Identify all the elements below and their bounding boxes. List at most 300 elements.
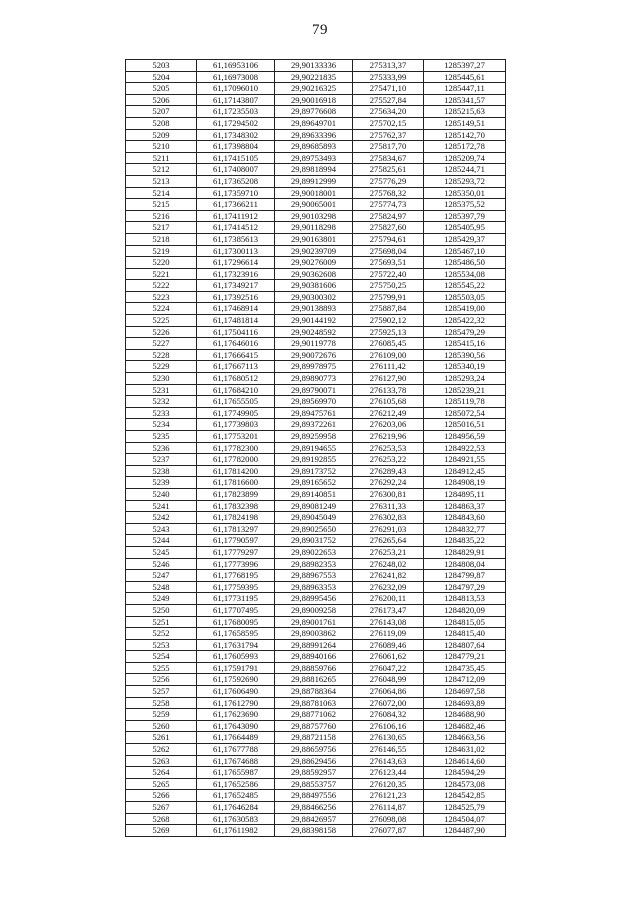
x-coordinate-cell: 276253,22 (353, 454, 424, 466)
y-coordinate-cell: 1284594,29 (424, 767, 506, 779)
latitude-cell: 61,17652586 (197, 778, 275, 790)
x-coordinate-cell: 275527,84 (353, 94, 424, 106)
table-row (126, 141, 506, 153)
point-number-cell: 5230 (126, 373, 197, 385)
table-row (126, 431, 506, 443)
latitude-cell: 61,17652485 (197, 790, 275, 802)
x-coordinate-cell: 275902,12 (353, 315, 424, 327)
latitude-cell: 61,17655505 (197, 396, 275, 408)
latitude-cell: 61,17739803 (197, 419, 275, 431)
longitude-cell: 29,88771062 (275, 709, 353, 721)
longitude-cell: 29,90119778 (275, 338, 353, 350)
longitude-cell: 29,90216325 (275, 83, 353, 95)
table-row (126, 315, 506, 327)
longitude-cell: 29,88995456 (275, 593, 353, 605)
point-number-cell: 5206 (126, 94, 197, 106)
longitude-cell: 29,88963353 (275, 581, 353, 593)
table-row (126, 152, 506, 164)
longitude-cell: 29,89475761 (275, 407, 353, 419)
point-number-cell: 5203 (126, 60, 197, 72)
y-coordinate-cell: 1285340,19 (424, 361, 506, 373)
table-row (126, 419, 506, 431)
latitude-cell: 61,17481814 (197, 315, 275, 327)
coordinates-table-body (126, 60, 506, 837)
x-coordinate-cell: 276084,32 (353, 709, 424, 721)
table-row (126, 546, 506, 558)
table-row (126, 535, 506, 547)
y-coordinate-cell: 1284912,45 (424, 465, 506, 477)
point-number-cell: 5254 (126, 651, 197, 663)
table-row (126, 477, 506, 489)
longitude-cell: 29,89776608 (275, 106, 353, 118)
point-number-cell: 5238 (126, 465, 197, 477)
y-coordinate-cell: 1285422,32 (424, 315, 506, 327)
longitude-cell: 29,89009258 (275, 604, 353, 616)
y-coordinate-cell: 1285419,00 (424, 303, 506, 315)
table-row (126, 581, 506, 593)
point-number-cell: 5219 (126, 245, 197, 257)
longitude-cell: 29,89649701 (275, 117, 353, 129)
point-number-cell: 5265 (126, 778, 197, 790)
y-coordinate-cell: 1284573,08 (424, 778, 506, 790)
longitude-cell: 29,88629456 (275, 755, 353, 767)
point-number-cell: 5264 (126, 767, 197, 779)
x-coordinate-cell: 275925,13 (353, 326, 424, 338)
latitude-cell: 61,17749905 (197, 407, 275, 419)
longitude-cell: 29,89685893 (275, 141, 353, 153)
table-row (126, 361, 506, 373)
table-row (126, 373, 506, 385)
longitude-cell: 29,90248592 (275, 326, 353, 338)
y-coordinate-cell: 1284487,90 (424, 825, 506, 837)
x-coordinate-cell: 276089,46 (353, 639, 424, 651)
longitude-cell: 29,89194655 (275, 442, 353, 454)
y-coordinate-cell: 1284843,60 (424, 512, 506, 524)
y-coordinate-cell: 1285479,29 (424, 326, 506, 338)
latitude-cell: 61,17664489 (197, 732, 275, 744)
x-coordinate-cell: 276219,96 (353, 431, 424, 443)
table-row (126, 164, 506, 176)
x-coordinate-cell: 276248,02 (353, 558, 424, 570)
x-coordinate-cell: 276123,44 (353, 767, 424, 779)
y-coordinate-cell: 1284688,90 (424, 709, 506, 721)
y-coordinate-cell: 1285375,52 (424, 199, 506, 211)
latitude-cell: 61,17646016 (197, 338, 275, 350)
table-row (126, 407, 506, 419)
point-number-cell: 5256 (126, 674, 197, 686)
x-coordinate-cell: 275825,61 (353, 164, 424, 176)
y-coordinate-cell: 1285405,95 (424, 222, 506, 234)
latitude-cell: 61,17592690 (197, 674, 275, 686)
y-coordinate-cell: 1285244,71 (424, 164, 506, 176)
table-row (126, 245, 506, 257)
table-row (126, 291, 506, 303)
x-coordinate-cell: 276133,78 (353, 384, 424, 396)
latitude-cell: 61,17630583 (197, 813, 275, 825)
latitude-cell: 61,17143807 (197, 94, 275, 106)
x-coordinate-cell: 276120,35 (353, 778, 424, 790)
y-coordinate-cell: 1284779,21 (424, 651, 506, 663)
longitude-cell: 29,89259958 (275, 431, 353, 443)
table-row (126, 523, 506, 535)
point-number-cell: 5222 (126, 280, 197, 292)
latitude-cell: 61,17707495 (197, 604, 275, 616)
x-coordinate-cell: 275827,60 (353, 222, 424, 234)
table-row (126, 396, 506, 408)
x-coordinate-cell: 276105,68 (353, 396, 424, 408)
y-coordinate-cell: 1285447,11 (424, 83, 506, 95)
table-row (126, 790, 506, 802)
table-row (126, 709, 506, 721)
point-number-cell: 5209 (126, 129, 197, 141)
x-coordinate-cell: 276047,22 (353, 662, 424, 674)
y-coordinate-cell: 1285534,08 (424, 268, 506, 280)
point-number-cell: 5257 (126, 686, 197, 698)
x-coordinate-cell: 275693,51 (353, 257, 424, 269)
latitude-cell: 61,17655987 (197, 767, 275, 779)
x-coordinate-cell: 275776,29 (353, 175, 424, 187)
point-number-cell: 5246 (126, 558, 197, 570)
longitude-cell: 29,90381606 (275, 280, 353, 292)
latitude-cell: 61,17790597 (197, 535, 275, 547)
y-coordinate-cell: 1284614,60 (424, 755, 506, 767)
y-coordinate-cell: 1284813,53 (424, 593, 506, 605)
x-coordinate-cell: 276302,83 (353, 512, 424, 524)
x-coordinate-cell: 275702,15 (353, 117, 424, 129)
table-row (126, 616, 506, 628)
x-coordinate-cell: 275834,67 (353, 152, 424, 164)
latitude-cell: 61,17611982 (197, 825, 275, 837)
table-row (126, 280, 506, 292)
latitude-cell: 61,17605993 (197, 651, 275, 663)
point-number-cell: 5204 (126, 71, 197, 83)
y-coordinate-cell: 1284921,55 (424, 454, 506, 466)
table-row (126, 628, 506, 640)
point-number-cell: 5236 (126, 442, 197, 454)
table-row (126, 268, 506, 280)
y-coordinate-cell: 1285172,78 (424, 141, 506, 153)
table-row (126, 83, 506, 95)
x-coordinate-cell: 276200,11 (353, 593, 424, 605)
table-row (126, 802, 506, 814)
point-number-cell: 5221 (126, 268, 197, 280)
latitude-cell: 61,17768195 (197, 570, 275, 582)
longitude-cell: 29,90018001 (275, 187, 353, 199)
x-coordinate-cell: 276143,08 (353, 616, 424, 628)
latitude-cell: 61,17666415 (197, 349, 275, 361)
latitude-cell: 61,17779297 (197, 546, 275, 558)
table-row (126, 210, 506, 222)
latitude-cell: 61,17631794 (197, 639, 275, 651)
latitude-cell: 61,17468914 (197, 303, 275, 315)
latitude-cell: 61,17759395 (197, 581, 275, 593)
x-coordinate-cell: 276109,00 (353, 349, 424, 361)
latitude-cell: 61,17832398 (197, 500, 275, 512)
point-number-cell: 5260 (126, 720, 197, 732)
y-coordinate-cell: 1284832,77 (424, 523, 506, 535)
latitude-cell: 61,17658595 (197, 628, 275, 640)
y-coordinate-cell: 1285215,63 (424, 106, 506, 118)
point-number-cell: 5252 (126, 628, 197, 640)
longitude-cell: 29,88426957 (275, 813, 353, 825)
longitude-cell: 29,88398158 (275, 825, 353, 837)
longitude-cell: 29,88466256 (275, 802, 353, 814)
y-coordinate-cell: 1284504,07 (424, 813, 506, 825)
table-row (126, 720, 506, 732)
latitude-cell: 61,17674688 (197, 755, 275, 767)
longitude-cell: 29,88816265 (275, 674, 353, 686)
point-number-cell: 5242 (126, 512, 197, 524)
longitude-cell: 29,88757760 (275, 720, 353, 732)
point-number-cell: 5233 (126, 407, 197, 419)
point-number-cell: 5243 (126, 523, 197, 535)
y-coordinate-cell: 1285545,22 (424, 280, 506, 292)
y-coordinate-cell: 1284835,22 (424, 535, 506, 547)
table-row (126, 175, 506, 187)
point-number-cell: 5231 (126, 384, 197, 396)
longitude-cell: 29,88659756 (275, 744, 353, 756)
y-coordinate-cell: 1285072,54 (424, 407, 506, 419)
point-number-cell: 5269 (126, 825, 197, 837)
table-row (126, 662, 506, 674)
longitude-cell: 29,90072676 (275, 349, 353, 361)
y-coordinate-cell: 1284908,19 (424, 477, 506, 489)
point-number-cell: 5259 (126, 709, 197, 721)
x-coordinate-cell: 276111,42 (353, 361, 424, 373)
latitude-cell: 61,17365208 (197, 175, 275, 187)
latitude-cell: 61,17643090 (197, 720, 275, 732)
y-coordinate-cell: 1285467,10 (424, 245, 506, 257)
latitude-cell: 61,17667113 (197, 361, 275, 373)
point-number-cell: 5211 (126, 152, 197, 164)
x-coordinate-cell: 275794,61 (353, 233, 424, 245)
y-coordinate-cell: 1285415,16 (424, 338, 506, 350)
x-coordinate-cell: 276291,03 (353, 523, 424, 535)
longitude-cell: 29,90300302 (275, 291, 353, 303)
coordinates-table (125, 59, 506, 837)
latitude-cell: 61,17296614 (197, 257, 275, 269)
table-row (126, 488, 506, 500)
longitude-cell: 29,89025650 (275, 523, 353, 535)
x-coordinate-cell: 276119,09 (353, 628, 424, 640)
point-number-cell: 5228 (126, 349, 197, 361)
point-number-cell: 5212 (126, 164, 197, 176)
x-coordinate-cell: 276127,90 (353, 373, 424, 385)
point-number-cell: 5249 (126, 593, 197, 605)
longitude-cell: 29,89022653 (275, 546, 353, 558)
longitude-cell: 29,88859766 (275, 662, 353, 674)
x-coordinate-cell: 275768,32 (353, 187, 424, 199)
x-coordinate-cell: 275333,99 (353, 71, 424, 83)
y-coordinate-cell: 1285016,51 (424, 419, 506, 431)
table-row (126, 558, 506, 570)
longitude-cell: 29,90276009 (275, 257, 353, 269)
longitude-cell: 29,89790071 (275, 384, 353, 396)
y-coordinate-cell: 1285209,74 (424, 152, 506, 164)
longitude-cell: 29,88553757 (275, 778, 353, 790)
table-row (126, 71, 506, 83)
longitude-cell: 29,89081249 (275, 500, 353, 512)
latitude-cell: 61,17366211 (197, 199, 275, 211)
y-coordinate-cell: 1285149,51 (424, 117, 506, 129)
y-coordinate-cell: 1284922,53 (424, 442, 506, 454)
latitude-cell: 61,17823899 (197, 488, 275, 500)
table-row (126, 222, 506, 234)
latitude-cell: 61,16953106 (197, 60, 275, 72)
y-coordinate-cell: 1285445,61 (424, 71, 506, 83)
longitude-cell: 29,88497556 (275, 790, 353, 802)
table-row (126, 94, 506, 106)
point-number-cell: 5241 (126, 500, 197, 512)
y-coordinate-cell: 1284799,87 (424, 570, 506, 582)
x-coordinate-cell: 275471,10 (353, 83, 424, 95)
longitude-cell: 29,89001761 (275, 616, 353, 628)
table-row (126, 500, 506, 512)
latitude-cell: 61,17684210 (197, 384, 275, 396)
point-number-cell: 5258 (126, 697, 197, 709)
longitude-cell: 29,89003862 (275, 628, 353, 640)
table-row (126, 117, 506, 129)
table-row (126, 442, 506, 454)
x-coordinate-cell: 276241,82 (353, 570, 424, 582)
y-coordinate-cell: 1285293,72 (424, 175, 506, 187)
longitude-cell: 29,88967553 (275, 570, 353, 582)
latitude-cell: 61,17504116 (197, 326, 275, 338)
latitude-cell: 61,16973008 (197, 71, 275, 83)
y-coordinate-cell: 1284525,79 (424, 802, 506, 814)
table-row (126, 604, 506, 616)
y-coordinate-cell: 1285341,57 (424, 94, 506, 106)
longitude-cell: 29,90362608 (275, 268, 353, 280)
x-coordinate-cell: 275750,25 (353, 280, 424, 292)
longitude-cell: 29,89140851 (275, 488, 353, 500)
table-row (126, 755, 506, 767)
latitude-cell: 61,17359710 (197, 187, 275, 199)
y-coordinate-cell: 1285293,24 (424, 373, 506, 385)
latitude-cell: 61,17816600 (197, 477, 275, 489)
latitude-cell: 61,17612790 (197, 697, 275, 709)
y-coordinate-cell: 1284863,37 (424, 500, 506, 512)
point-number-cell: 5250 (126, 604, 197, 616)
latitude-cell: 61,17753201 (197, 431, 275, 443)
x-coordinate-cell: 275799,91 (353, 291, 424, 303)
point-number-cell: 5224 (126, 303, 197, 315)
table-row (126, 129, 506, 141)
latitude-cell: 61,17096010 (197, 83, 275, 95)
latitude-cell: 61,17606490 (197, 686, 275, 698)
point-number-cell: 5263 (126, 755, 197, 767)
y-coordinate-cell: 1284735,45 (424, 662, 506, 674)
table-row (126, 60, 506, 72)
table-row (126, 639, 506, 651)
longitude-cell: 29,88991264 (275, 639, 353, 651)
point-number-cell: 5218 (126, 233, 197, 245)
latitude-cell: 61,17591791 (197, 662, 275, 674)
y-coordinate-cell: 1284808,04 (424, 558, 506, 570)
point-number-cell: 5267 (126, 802, 197, 814)
longitude-cell: 29,89045049 (275, 512, 353, 524)
point-number-cell: 5210 (126, 141, 197, 153)
longitude-cell: 29,89192855 (275, 454, 353, 466)
point-number-cell: 5223 (126, 291, 197, 303)
y-coordinate-cell: 1284682,46 (424, 720, 506, 732)
point-number-cell: 5214 (126, 187, 197, 199)
x-coordinate-cell: 275722,40 (353, 268, 424, 280)
point-number-cell: 5268 (126, 813, 197, 825)
longitude-cell: 29,89031752 (275, 535, 353, 547)
y-coordinate-cell: 1284631,02 (424, 744, 506, 756)
latitude-cell: 61,17235503 (197, 106, 275, 118)
latitude-cell: 61,17385613 (197, 233, 275, 245)
y-coordinate-cell: 1284542,85 (424, 790, 506, 802)
latitude-cell: 61,17411912 (197, 210, 275, 222)
table-row (126, 825, 506, 837)
longitude-cell: 29,89818994 (275, 164, 353, 176)
latitude-cell: 61,17680512 (197, 373, 275, 385)
table-row (126, 349, 506, 361)
y-coordinate-cell: 1284807,64 (424, 639, 506, 651)
longitude-cell: 29,89165652 (275, 477, 353, 489)
longitude-cell: 29,89633396 (275, 129, 353, 141)
latitude-cell: 61,17680095 (197, 616, 275, 628)
latitude-cell: 61,17646284 (197, 802, 275, 814)
table-row (126, 813, 506, 825)
x-coordinate-cell: 276048,99 (353, 674, 424, 686)
point-number-cell: 5240 (126, 488, 197, 500)
latitude-cell: 61,17294502 (197, 117, 275, 129)
y-coordinate-cell: 1284815,05 (424, 616, 506, 628)
point-number-cell: 5207 (126, 106, 197, 118)
longitude-cell: 29,90118298 (275, 222, 353, 234)
point-number-cell: 5208 (126, 117, 197, 129)
latitude-cell: 61,17392516 (197, 291, 275, 303)
table-row (126, 326, 506, 338)
latitude-cell: 61,17300113 (197, 245, 275, 257)
point-number-cell: 5215 (126, 199, 197, 211)
latitude-cell: 61,17349217 (197, 280, 275, 292)
latitude-cell: 61,17398804 (197, 141, 275, 153)
longitude-cell: 29,88982353 (275, 558, 353, 570)
longitude-cell: 29,88788364 (275, 686, 353, 698)
table-row (126, 384, 506, 396)
latitude-cell: 61,17824198 (197, 512, 275, 524)
latitude-cell: 61,17414512 (197, 222, 275, 234)
point-number-cell: 5217 (126, 222, 197, 234)
y-coordinate-cell: 1285503,05 (424, 291, 506, 303)
point-number-cell: 5227 (126, 338, 197, 350)
latitude-cell: 61,17408007 (197, 164, 275, 176)
x-coordinate-cell: 276064,86 (353, 686, 424, 698)
point-number-cell: 5237 (126, 454, 197, 466)
table-row (126, 454, 506, 466)
x-coordinate-cell: 276203,06 (353, 419, 424, 431)
y-coordinate-cell: 1284956,59 (424, 431, 506, 443)
x-coordinate-cell: 275774,73 (353, 199, 424, 211)
y-coordinate-cell: 1285119,78 (424, 396, 506, 408)
x-coordinate-cell: 275698,04 (353, 245, 424, 257)
longitude-cell: 29,88781063 (275, 697, 353, 709)
x-coordinate-cell: 276173,47 (353, 604, 424, 616)
y-coordinate-cell: 1284697,58 (424, 686, 506, 698)
table-row (126, 465, 506, 477)
x-coordinate-cell: 276077,87 (353, 825, 424, 837)
point-number-cell: 5247 (126, 570, 197, 582)
table-row (126, 651, 506, 663)
latitude-cell: 61,17731195 (197, 593, 275, 605)
x-coordinate-cell: 276061,62 (353, 651, 424, 663)
x-coordinate-cell: 275824,97 (353, 210, 424, 222)
point-number-cell: 5245 (126, 546, 197, 558)
